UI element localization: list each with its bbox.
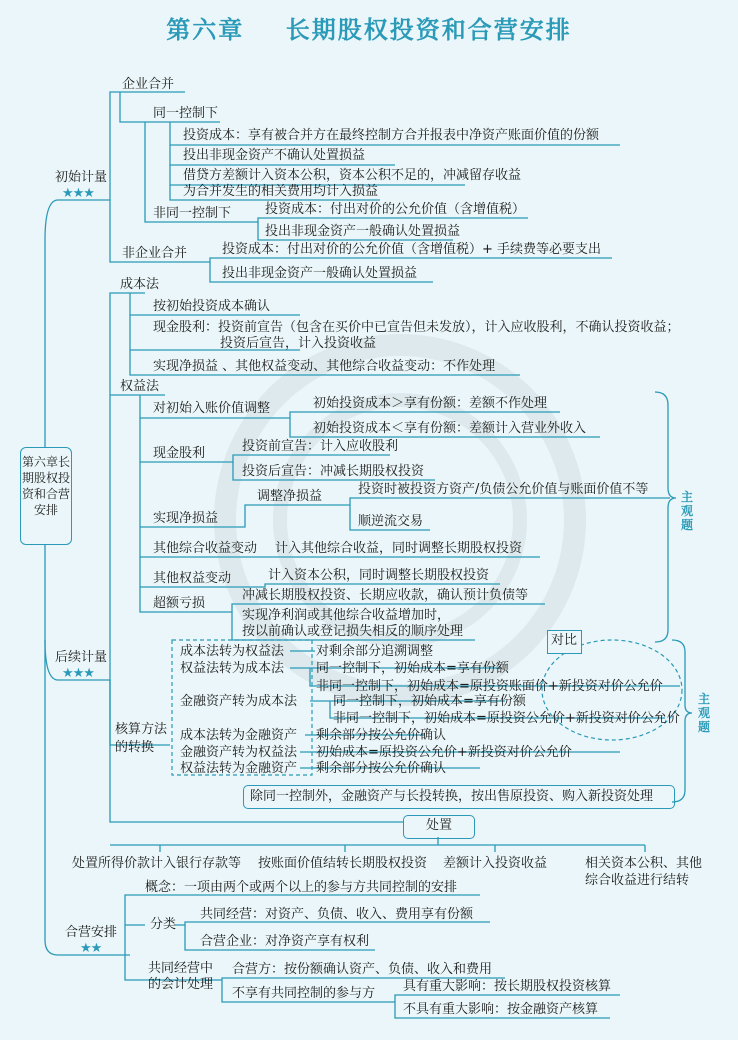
conv-right-1: 对剩余部分追溯调整 xyxy=(316,644,434,659)
disposal-item-3: 差额计入投资收益 xyxy=(443,856,548,871)
other-equity-text: 计入资本公积，同时调整长期股权投资 xyxy=(268,568,490,583)
subsequent-label: 后续计量 xyxy=(55,650,108,665)
conv-left-1: 成本法转为权益法 xyxy=(180,644,285,659)
conv-left-6: 权益法转为金融资产 xyxy=(180,761,298,776)
subsequent-stars: ★★★ xyxy=(62,666,94,681)
conv-right-7: 初始成本=原投资公允价+新投资对价公允价 xyxy=(316,745,572,760)
conv-right-6: 剩余部分按公允价确认 xyxy=(316,728,447,743)
excess-item-2: 实现净利润或其他综合收益增加时， xyxy=(242,608,451,623)
excess-loss-label: 超额亏损 xyxy=(153,596,206,611)
conv-right-5: 非同一控制下，初始成本=原投资公允价+新投资对价公允价 xyxy=(333,711,680,726)
conv-left-4: 成本法转为金融资产 xyxy=(180,728,298,743)
conversion-label: 核算方法的转换 xyxy=(115,722,168,755)
same-item-2: 投出非现金资产不确认处置损益 xyxy=(183,148,366,163)
chapter-box: 第六章长期股权投资和合营安排 xyxy=(20,447,72,545)
conv-left-5: 金融资产转为权益法 xyxy=(180,745,298,760)
excess-item-1: 冲减长期股权投资、长期应收款，确认预计负债等 xyxy=(242,588,529,603)
same-control-label: 同一控制下 xyxy=(153,106,219,121)
dividend-label: 现金股利 xyxy=(153,446,206,461)
adjust-pl-label: 调整净损益 xyxy=(257,489,323,504)
conv-right-4: 同一控制下，初始成本=享有份额 xyxy=(333,694,526,709)
disposal-item-4: 相关资本公积、其他 xyxy=(585,856,703,871)
disposal-item-5: 综合收益进行结转 xyxy=(585,873,690,888)
net-income-label: 实现净损益 xyxy=(153,511,219,526)
cost-item-1: 按初始投资成本确认 xyxy=(153,299,271,314)
conv-right-3: 非同一控制下，初始成本=原投资账面价+新投资对价公允价 xyxy=(316,679,663,694)
business-combo-label: 企业合并 xyxy=(122,77,175,92)
disposal-label: 处置 xyxy=(425,818,452,833)
cost-item-3: 投资后宣告，计入投资收益 xyxy=(220,336,377,351)
joint-accounting-l1: 共同经营中 xyxy=(148,961,214,976)
joint-stars: ★★ xyxy=(80,941,102,956)
dividend-item-1: 投资前宣告：计入应收股利 xyxy=(242,439,399,454)
joint-classify: 分类 xyxy=(150,917,177,932)
conv-right-8: 剩余部分按公允价确认 xyxy=(316,761,447,776)
cost-method-label: 成本法 xyxy=(120,277,160,292)
except-text: 除同一控制外，金融资产与长投转换，按出售原投资、购入新投资处理 xyxy=(250,789,654,804)
non-item-1: 投资成本：付出对价的公允价值（含增值税）+ 手续费等必要支出 xyxy=(222,242,602,257)
same-item-1: 投资成本：享有被合并方在最终控制方合并报表中净资产账面价值的份额 xyxy=(183,128,600,143)
adjust-label: 对初始入账价值调整 xyxy=(153,401,271,416)
joint-op: 共同经营：对资产、负债、收入、费用享有份额 xyxy=(200,907,474,922)
oci-text: 计入其他综合收益，同时调整长期股权投资 xyxy=(275,541,523,556)
joint-significant: 具有重大影响：按长期股权投资核算 xyxy=(403,979,612,994)
joint-party: 合营方：按份额确认资产、负债、收入和费用 xyxy=(232,962,493,977)
same-item-4: 为合并发生的相关费用均计入损益 xyxy=(183,184,379,199)
disposal-item-2: 按账面价值结转长期股权投资 xyxy=(258,856,428,871)
initial-label: 初始计量 xyxy=(55,170,108,185)
dividend-item-2: 投资后宣告：冲减长期股权投资 xyxy=(242,464,425,479)
joint-concept: 概念：一项由两个或两个以上的参与方共同控制的安排 xyxy=(145,880,458,895)
adjust-item-1: 初始投资成本＞享有份额：差额不作处理 xyxy=(313,396,548,411)
diff-item-1: 投资成本：付出对价的公允价值（含增值税） xyxy=(265,202,526,217)
compare-label: 对比 xyxy=(551,633,578,648)
disposal-item-1: 处置所得价款计入银行存款等 xyxy=(72,856,242,871)
non-item-2: 投出非现金资产一般确认处置损益 xyxy=(222,266,418,281)
oci-label: 其他综合收益变动 xyxy=(153,541,258,556)
initial-stars: ★★★ xyxy=(62,186,94,201)
other-equity-label: 其他权益变动 xyxy=(153,571,232,586)
cost-item-2: 现金股利：投资前宣告（包含在买价中已宣告但未发放），计入应收股利，不确认投资收益； xyxy=(153,320,680,335)
conv-left-2: 权益法转为成本法 xyxy=(180,661,285,676)
conv-left-3: 金融资产转为成本法 xyxy=(180,694,298,709)
joint-accounting-l2: 的会计处理 xyxy=(148,977,214,992)
subjective-label-1: 主观题 xyxy=(680,490,693,532)
joint-non-party: 不享有共同控制的参与方 xyxy=(232,986,376,1001)
cost-item-4: 实现净损益 、其他权益变动、其他综合收益变动：不作处理 xyxy=(153,359,496,374)
net-item-2: 顺逆流交易 xyxy=(358,514,424,529)
joint-not-significant: 不具有重大影响：按金融资产核算 xyxy=(403,1002,599,1017)
diff-item-2: 投出非现金资产一般确认处置损益 xyxy=(265,224,461,239)
net-item-1: 投资时被投资方资产/负债公允价值与账面价值不等 xyxy=(358,482,649,497)
joint-venture: 合营企业：对净资产享有权利 xyxy=(200,934,370,949)
equity-method-label: 权益法 xyxy=(120,379,160,394)
same-item-3: 借贷方差额计入资本公积，资本公积不足的，冲减留存收益 xyxy=(183,168,522,183)
diff-control-label: 非同一控制下 xyxy=(153,206,232,221)
adjust-item-2: 初始投资成本＜享有份额：差额计入营业外收入 xyxy=(313,421,587,436)
page-title: 第六章 长期股权投资和合营安排 xyxy=(166,16,572,44)
joint-label: 合营安排 xyxy=(65,925,118,940)
non-business-label: 非企业合并 xyxy=(122,246,188,261)
conv-right-2: 同一控制下，初始成本=享有份额 xyxy=(316,661,509,676)
excess-item-3: 按以前确认或登记损失相反的顺序处理 xyxy=(242,624,464,639)
subjective-label-2: 主观题 xyxy=(697,692,710,734)
